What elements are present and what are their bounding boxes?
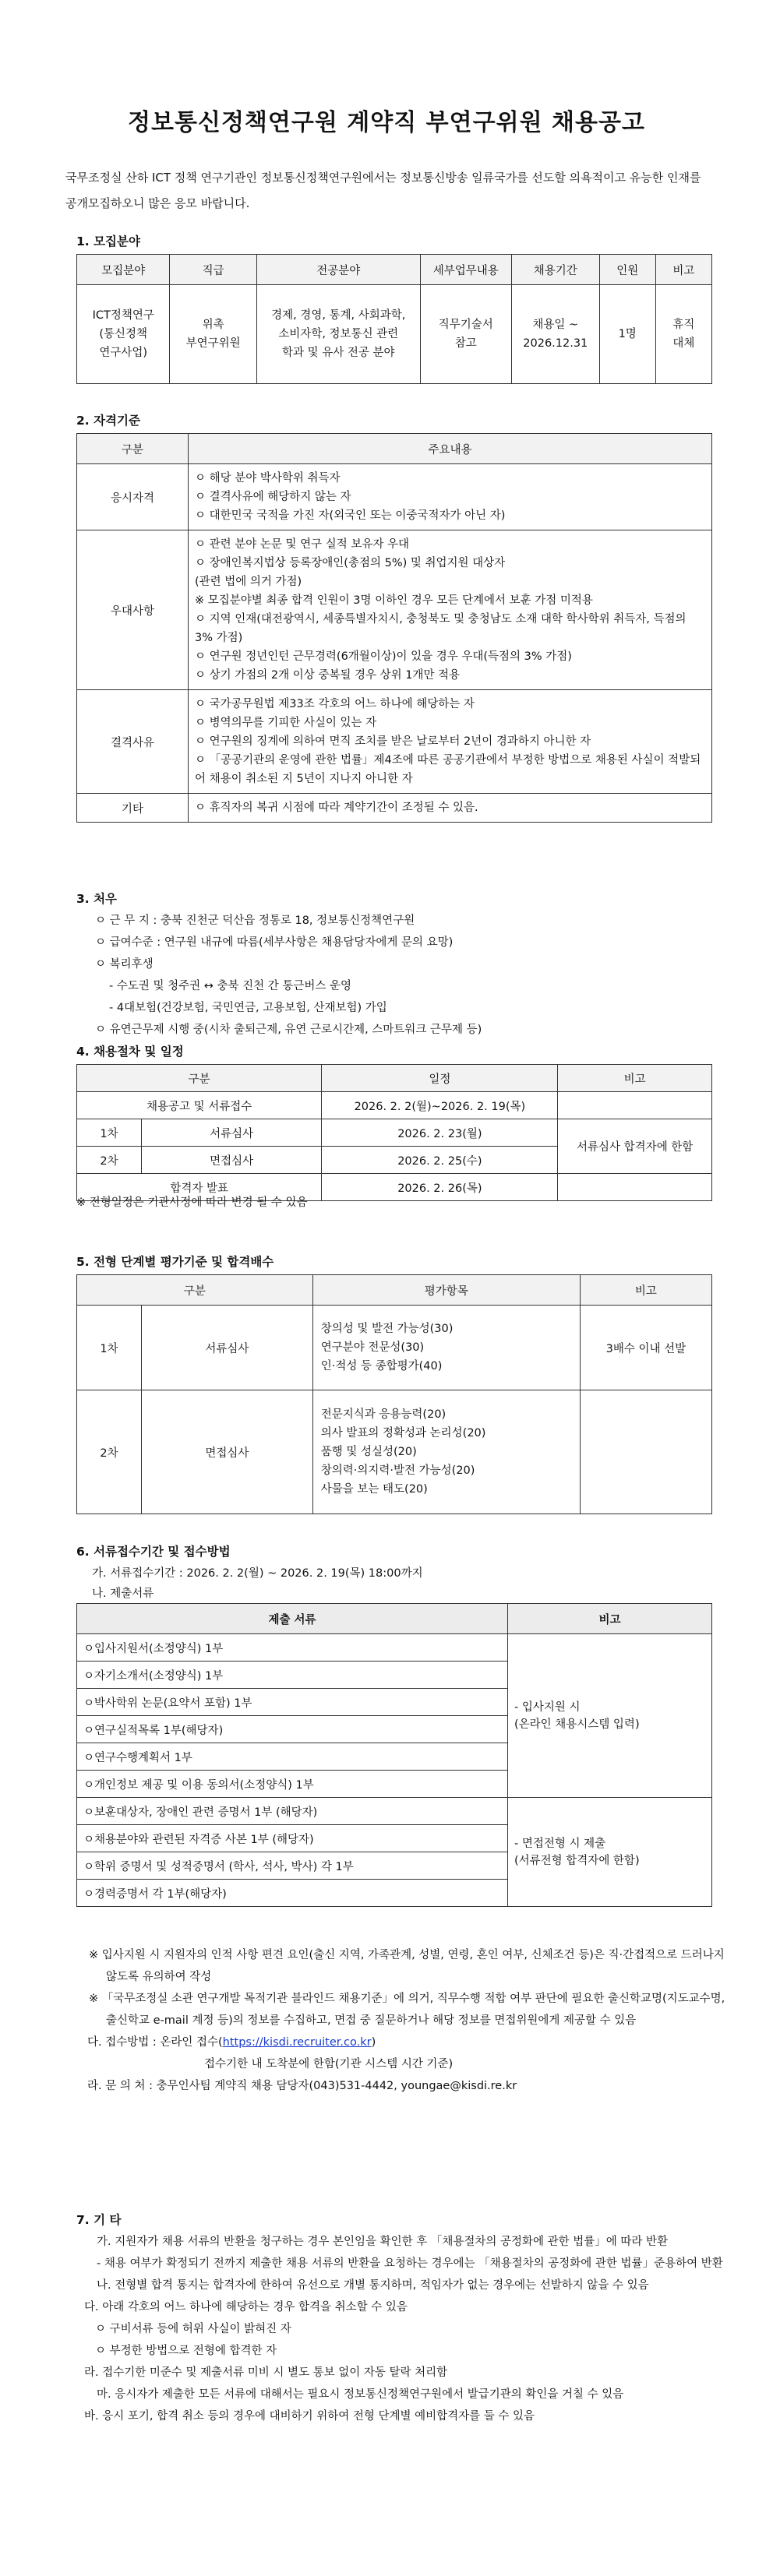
section-7-heading: 7. 기 타 <box>76 2213 122 2227</box>
submission-note: - 입사지원 시 (온라인 채용시스템 입력) <box>508 1634 712 1798</box>
list-item: 라. 접수기한 미준수 및 제출서류 미비 시 별도 통보 없이 자동 탈락 처리함 <box>84 2366 448 2379</box>
application-notes <box>76 1944 726 2097</box>
duty-cell: 직무기술서 참고 <box>420 285 511 384</box>
section-2-heading: 2. 자격기준 <box>76 414 140 428</box>
field-cell: ICT정책연구 (통신정책 연구사업) <box>77 285 170 384</box>
date-cell: 2026. 2. 25(수) <box>322 1147 558 1174</box>
list-item: - 4대보험(건강보험, 국민연금, 고용보험, 산재보험) 가입 <box>109 1002 387 1014</box>
stage-label: 채용공고 및 서류접수 <box>77 1092 322 1119</box>
row-label: 기타 <box>77 794 189 823</box>
col-header: 구분 <box>77 1065 322 1092</box>
list-item: 나. 전형별 합격 통지는 합격자에 한하여 유선으로 개별 통지하며, 적임자가 없는 경우에는 선발하지 않을 수 있음 <box>97 2279 649 2292</box>
evaluation-items: 전문지식과 응용능력(20) 의사 발표의 정확성과 논리성(20) 품행 및 성실성(20) 창의력·의지력·발전 가능성(20) 사물을 보는 태도(20) <box>312 1390 580 1514</box>
list-item: - 채용 여부가 확정되기 전까지 제출한 채용 서류의 반환을 요청하는 경우에는 「채용절차의 공정화에 관한 법률」준용하여 반환 <box>97 2257 723 2270</box>
table-row <box>77 1798 712 1825</box>
col-header: 비고 <box>655 255 711 285</box>
col-header: 일정 <box>322 1065 558 1092</box>
note-cell: 휴직 대체 <box>655 285 711 384</box>
note-cell <box>558 1092 712 1119</box>
table-row <box>77 1119 712 1147</box>
note-cell <box>580 1390 711 1514</box>
table-row <box>77 1634 712 1662</box>
list-item: ㅇ 급여수준 : 연구원 내규에 따름(세부사항은 채용담당자에게 문의 요망) <box>95 936 454 949</box>
table-row <box>77 1092 712 1119</box>
documents-table <box>76 1603 712 1907</box>
table-row <box>77 1306 712 1390</box>
row-label: 응시자격 <box>77 464 189 530</box>
stage-label: 합격자 발표 <box>77 1174 322 1201</box>
schedule-table <box>76 1064 712 1201</box>
list-item: ㅇ 근 무 지 : 충북 진천군 덕산읍 정통로 18, 정보통신정책연구원 <box>95 914 415 927</box>
col-header: 구분 <box>77 1275 313 1306</box>
document-item: ㅇ자기소개서(소정양식) 1부 <box>77 1662 508 1689</box>
evaluation-table <box>76 1274 712 1514</box>
evaluation-items: 창의성 및 발전 가능성(30) 연구분야 전문성(30) 인·적성 등 종합평가(40) <box>312 1306 580 1390</box>
application-link[interactable]: https://kisdi.recruiter.co.kr <box>222 2036 372 2049</box>
qualification-table <box>76 433 712 823</box>
row-content: ㅇ 휴직자의 복귀 시점에 따라 계약기간이 조정될 수 있음. <box>189 794 712 823</box>
list-item: ㅇ 유연근무제 시행 중(시차 출퇴근제, 유연 근로시간제, 스마트워크 근무제 등) <box>95 1024 482 1036</box>
list-item: 마. 응시자가 제출한 모든 서류에 대해서는 필요시 정보통신정책연구원에서 발급기관의 확인을 거칠 수 있음 <box>97 2388 624 2401</box>
table-row <box>77 794 712 823</box>
document-item: ㅇ경력증명서 각 1부(해당자) <box>77 1880 508 1907</box>
row-content: ㅇ 해당 분야 박사학위 취득자 ㅇ 결격사유에 해당하지 않는 자 ㅇ 대한민국 국적을 가진 자(외국인 또는 이중국적자가 아닌 자) <box>189 464 712 530</box>
document-item: ㅇ박사학위 논문(요약서 포함) 1부 <box>77 1689 508 1716</box>
stage-number: 2차 <box>77 1147 142 1174</box>
document-item: ㅇ학위 증명서 및 성적증명서 (학사, 석사, 박사) 각 1부 <box>77 1852 508 1880</box>
row-content: ㅇ 국가공무원법 제33조 각호의 어느 하나에 해당하는 자 ㅇ 병역의무를 기피한 사실이 있는 자 ㅇ 연구원의 징계에 의하여 면직 조치를 받은 날로부터 2년이 경과하지 아니한 자 ㅇ 「공공기관의 운영에 관한 법률」제4조에 따른 공공기관에서 부정한 방법으로 채용된 사실이 적발되어 채용이 취소된 지 5년이 지나지 아니한 자 <box>189 690 712 794</box>
stage-label: 서류심사 <box>142 1119 322 1147</box>
stage-number: 1차 <box>77 1119 142 1147</box>
col-header: 직급 <box>170 255 256 285</box>
document-item: ㅇ채용분야와 관련된 자격증 사본 1부 (해당자) <box>77 1825 508 1852</box>
section-6-heading: 6. 서류접수기간 및 접수방법 <box>76 1545 231 1559</box>
major-cell: 경제, 경영, 통계, 사회과학, 소비자학, 정보통신 관련 학과 및 유사 전공 분야 <box>256 285 420 384</box>
table-row <box>77 690 712 794</box>
note-cell: 3배수 이내 선발 <box>580 1306 711 1390</box>
count-cell: 1명 <box>599 285 655 384</box>
col-header: 비고 <box>580 1275 711 1306</box>
col-header: 전공분야 <box>256 255 420 285</box>
col-header: 비고 <box>508 1604 712 1634</box>
list-item: - 수도권 및 청주권 ↔ 충북 진천 간 통근버스 운영 <box>109 980 351 992</box>
application-period: 가. 서류접수기간 : 2026. 2. 2(월) ~ 2026. 2. 19(목) 18:00까지 <box>92 1567 423 1580</box>
col-header: 모집분야 <box>77 255 170 285</box>
row-content: ㅇ 관련 분야 논문 및 연구 실적 보유자 우대 ㅇ 장애인복지법상 등록장애인(총점의 5%) 및 취업지원 대상자 (관련 법에 의거 가점) ※ 모집분야별 최종 합격 인원이 3명 이하인 경우 모든 단계에서 보훈 가점 미적용 ㅇ 지역 인재(대전광역시, 세종특별자치시, 충청북도 및 충청남도 소재 대학 학사학위 취득자, 득점의 3% 가점) ㅇ 연구원 정년인턴 근무경력(6개월이상)이 있을 경우 우대(득점의 3% 가점) ㅇ 상기 가점의 2개 이상 중복될 경우 상위 1개만 적용 <box>189 530 712 690</box>
application-method: 다. 접수방법 : 온라인 접수(https://kisdi.recruiter.co.kr) <box>87 2036 376 2049</box>
note-item: ※ 「국무조정실 소관 연구개발 목적기관 블라인드 채용기준」에 의거, 직무수행 적합 여부 판단에 필요한 출신학교명(지도교수명, 출신학교 e-mail 계정 등)의 정보를 수집하고, 면접 중 질문하거나 해당 정보를 면접위원에게 제공할 수 있음 <box>89 1993 725 2027</box>
col-header: 세부업무내용 <box>420 255 511 285</box>
col-header: 제출 서류 <box>77 1604 508 1634</box>
section-1-heading: 1. 모집분야 <box>76 234 140 248</box>
misc-list <box>84 2231 726 2427</box>
period-cell: 채용일 ~ 2026.12.31 <box>511 285 599 384</box>
section-5-heading: 5. 전형 단계별 평가기준 및 합격배수 <box>76 1255 274 1269</box>
application-deadline-note: 접수기한 내 도착분에 한함(기관 시스템 시간 기준) <box>204 2058 454 2070</box>
stage-number: 2차 <box>77 1390 142 1514</box>
col-header: 인원 <box>599 255 655 285</box>
note-cell: 서류심사 합격자에 한함 <box>558 1119 712 1174</box>
col-header: 비고 <box>558 1065 712 1092</box>
submission-note: - 면접전형 시 제출 (서류전형 합격자에 한함) <box>508 1798 712 1907</box>
list-item: 바. 응시 포기, 합격 취소 등의 경우에 대비하기 위하여 전형 단계별 예비합격자를 둘 수 있음 <box>84 2410 535 2423</box>
section-4-heading: 4. 채용절차 및 일정 <box>76 1045 184 1059</box>
document-item: ㅇ연구실적목록 1부(해당자) <box>77 1716 508 1743</box>
list-item: 가. 지원자가 채용 서류의 반환을 청구하는 경우 본인임을 확인한 후 「채용절차의 공정화에 관한 법률」에 따라 반환 <box>97 2236 669 2248</box>
date-cell: 2026. 2. 26(목) <box>322 1174 558 1201</box>
col-header: 주요내용 <box>189 434 712 464</box>
table-row <box>77 285 712 384</box>
list-item: ㅇ 부정한 방법으로 전형에 합격한 자 <box>95 2345 277 2357</box>
rank-cell: 위촉 부연구위원 <box>170 285 256 384</box>
document-item: ㅇ입사지원서(소정양식) 1부 <box>77 1634 508 1662</box>
contact-info: 라. 문 의 처 : 충무인사팀 계약직 채용 담당자(043)531-4442, youngae@kisdi.re.kr <box>87 2080 517 2092</box>
benefits-list <box>84 910 726 1041</box>
col-header: 채용기간 <box>511 255 599 285</box>
documents-heading: 나. 제출서류 <box>92 1588 154 1600</box>
col-header: 평가항목 <box>312 1275 580 1306</box>
table-row <box>77 464 712 530</box>
section-3-heading: 3. 처우 <box>76 892 118 906</box>
row-label: 우대사항 <box>77 530 189 690</box>
date-cell: 2026. 2. 23(월) <box>322 1119 558 1147</box>
date-cell: 2026. 2. 2(월)~2026. 2. 19(목) <box>322 1092 558 1119</box>
stage-label: 면접심사 <box>142 1147 322 1174</box>
table-row <box>77 530 712 690</box>
document-item: ㅇ보훈대상자, 장애인 관련 증명서 1부 (해당자) <box>77 1798 508 1825</box>
note-cell <box>558 1174 712 1201</box>
stage-number: 1차 <box>77 1306 142 1390</box>
document-item: ㅇ연구수행계획서 1부 <box>77 1743 508 1771</box>
schedule-footnote: ※ 전형일정은 기관사정에 따라 변경 될 수 있음 <box>76 1196 308 1209</box>
col-header: 구분 <box>77 434 189 464</box>
row-label: 결격사유 <box>77 690 189 794</box>
list-item: ㅇ 구비서류 등에 허위 사실이 밝혀진 자 <box>95 2323 291 2335</box>
stage-label: 서류심사 <box>142 1306 313 1390</box>
intro-paragraph: 국무조정실 산하 ICT 정책 연구기관인 정보통신정책연구원에서는 정보통신방송 일류국가를 선도할 의욕적이고 유능한 인재를 공개모집하오니 많은 응모 바랍니다. <box>65 171 701 210</box>
stage-label: 면접심사 <box>142 1390 313 1514</box>
recruitment-field-table <box>76 254 712 384</box>
document-item: ㅇ개인정보 제공 및 이용 동의서(소정양식) 1부 <box>77 1771 508 1798</box>
list-item: ㅇ 복리후생 <box>95 958 154 971</box>
table-row <box>77 1390 712 1514</box>
note-item: ※ 입사지원 시 지원자의 인적 사항 편견 요인(출신 지역, 가족관계, 성별, 연령, 혼인 여부, 신체조건 등)은 직·간접적으로 드러나지 않도록 유의하여 작성 <box>89 1949 725 1983</box>
page-title: 정보통신정책연구원 계약직 부연구위원 채용공고 <box>128 109 645 136</box>
list-item: 다. 아래 각호의 어느 하나에 해당하는 경우 합격을 취소할 수 있음 <box>84 2301 408 2313</box>
